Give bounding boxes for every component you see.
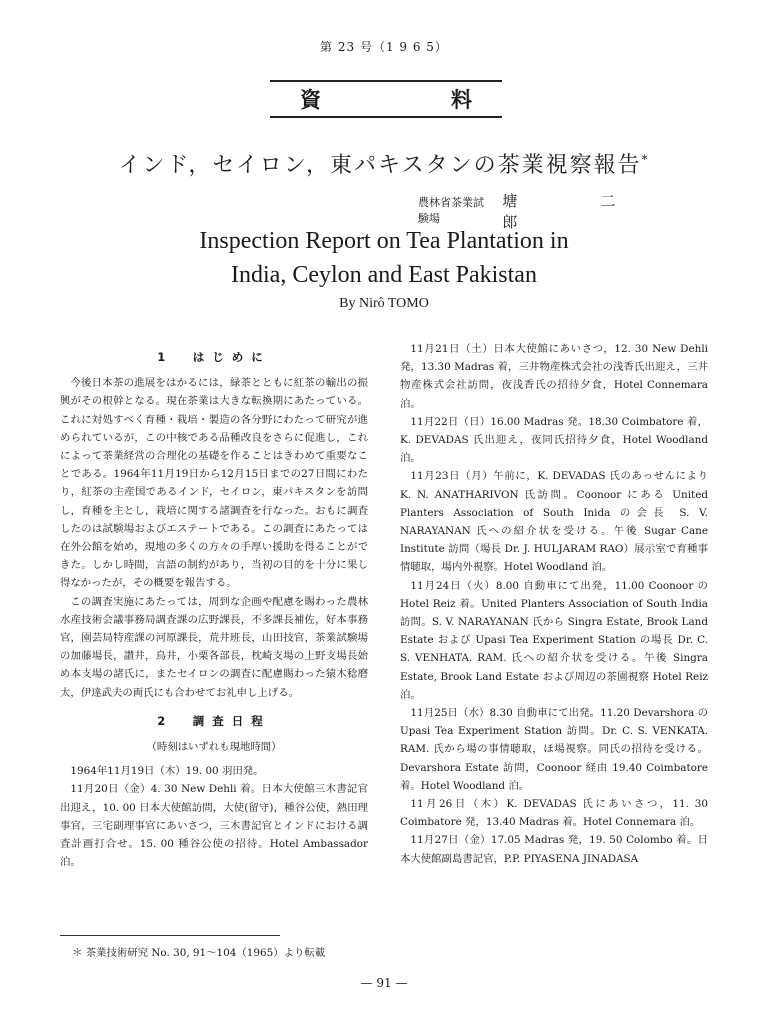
body-paragraph: 11月20日（金）4. 30 New Dehli 着。日本大使館三木書記官出迎え，10. 00 日本大使館訪問，大使(留守)，種谷公使，熱田理事官，三宅副理事官にあいさつ，三木書記官とインドにおける調査計画打合せ。15. 00 種谷公使の招待。Hotel Ambassador 泊。: [60, 783, 368, 869]
left-column: [60, 340, 368, 871]
section-subheading: （時刻はいずれも現地時間）: [146, 741, 282, 754]
section-heading-introduction: 1 はじめに: [157, 350, 271, 364]
section-label-left: 資: [300, 88, 321, 112]
section-label-right: 料: [451, 88, 472, 112]
body-paragraph: 11月22日（日）16.00 Madras 発。18.30 Coimbatore 着，K. DEVADAS 氏出迎え，夜同氏招待夕食，Hotel Woodland 泊。: [400, 415, 708, 465]
right-column: [400, 340, 708, 868]
body-paragraph: 今後日本茶の進展をはかるには，緑茶とともに紅茶の輸出の振興がその根幹となる。現在茶業は大きな転換期にあたっている。これに対処すべく育種・栽培・製造の各分野にわたって研究が進められているが，この中核である品種改良をさらに促進し，これによって茶業経営の合理化の基礎を作ることはきわめて重要なことである。1964年11月19日から12月15日までの27日間にわたり，紅茶の主産国であるインド，セイロン，東パキスタンを訪問し，育種を主とし，栽培に関する諸調査を行なった。おもに調査したのは試験場およびエステートである。この調査にあたっては在外公館を始め，現地の多くの方々の手厚い援助を得ることができた。しかし時間，言語の制約があり，当初の目的を十分に果し得なかったが，その概要を報告する。: [60, 377, 368, 590]
issue-number: 第 23 号（1 9 6 5）: [320, 40, 448, 54]
byline: By Nirô TOMO: [339, 296, 429, 311]
footnote-mark: *: [641, 152, 650, 167]
author-name: 塘 二郎: [502, 192, 650, 231]
body-paragraph: 11月27日（金）17.05 Madras 発，19. 50 Colombo 着。日本大使館副島書記官，P.P. PIYASENA JINADASA: [400, 834, 708, 865]
body-paragraph: 11月23日（月）午前に，K. DEVADAS 氏のあっせんにより K. N. ANATHARIVON 氏訪問。Coonoor にある United Planters Association of South Inida の会長 S. V. NARAYANAN 氏への紹介状を受ける。午後 Sugar Cane Institute 訪問（場長 Dr. J. HULJARAM RAO）展示室で育種事情聴取，場内外視察。Hotel Woodland 泊。: [400, 470, 708, 574]
japanese-title: [0, 148, 768, 179]
body-paragraph: 1964年11月19日（木）19. 00 羽田発。: [70, 765, 264, 778]
body-paragraph: 11月21日（土）日本大使館にあいさつ，12. 30 New Dehli 発，13.30 Madras 着，三井物産株式会社の浅香氏出迎え，三井物産株式会社訪問，夜浅香氏の招待夕食，Hotel Connemara 泊。: [400, 343, 708, 410]
body-paragraph: 11月25日（水）8.30 自動車にて出発。11.20 Devarshora の Upasi Tea Experiment Station 訪問。Dr. C. S. VENKATA. RAM. 氏から場の事情聴取，ほ場視察。同氏の招待を受ける。Devarshora Estate 訪問，Coonoor 経由 19.40 Coimbatore 着。Hotel Woodland 泊。: [400, 707, 708, 792]
section-label: [270, 80, 502, 118]
footnote-rule: [60, 935, 280, 936]
body-paragraph: 11月26日（木）K. DEVADAS 氏にあいさつ，11. 30 Coimbatore 発，13.40 Madras 着。Hotel Connemara 泊。: [400, 798, 708, 829]
japanese-title-text: インド，セイロン，東パキスタンの茶業視察報告: [118, 153, 642, 178]
affiliation-text: 農林省茶業試験場: [418, 196, 484, 225]
english-title-line2: India, Ceylon and East Pakistan: [231, 262, 537, 288]
body-paragraph: 11月24日（火）8.00 自動車にて出発，11.00 Coonoor の Hotel Reiz 着。United Planters Association of South India 訪問。S. V. NARAYANAN 氏から Singra Estate, Brook Land Estate および Upasi Tea Experiment Station の場長 Dr. C. S. VENHATA. RAM. 氏への紹介状を受ける。午後 Singra Estate, Brook Land Estate および周辺の茶園視察 Hotel Reiz 泊。: [400, 579, 708, 701]
page-number: — 91 —: [360, 976, 408, 990]
section-heading-schedule: 2 調査日程: [157, 713, 271, 728]
footnote: ＊ 茶業技術研究 No. 30, 91～104（1965）より転載: [72, 947, 326, 959]
english-title-line1: Inspection Report on Tea Plantation in: [199, 228, 569, 254]
english-title: [0, 224, 768, 292]
body-paragraph: この調査実施にあたっては，周到な企画や配慮を賜わった農林水産技術会議事務局調査課の広野課長，不多課長補佐，好本事務官，園芸局特産課の河原課長，荒井班長，山田技官，茶業試験場の加藤場長，讃井，鳥井，小栗各部長，枕崎支場の上野支場長始め本支場の諸氏に，またセイロンの調査に配慮賜わった猿木稔磨太，伊達武夫の両氏にも合わせてお礼申し上げる。: [60, 595, 368, 699]
